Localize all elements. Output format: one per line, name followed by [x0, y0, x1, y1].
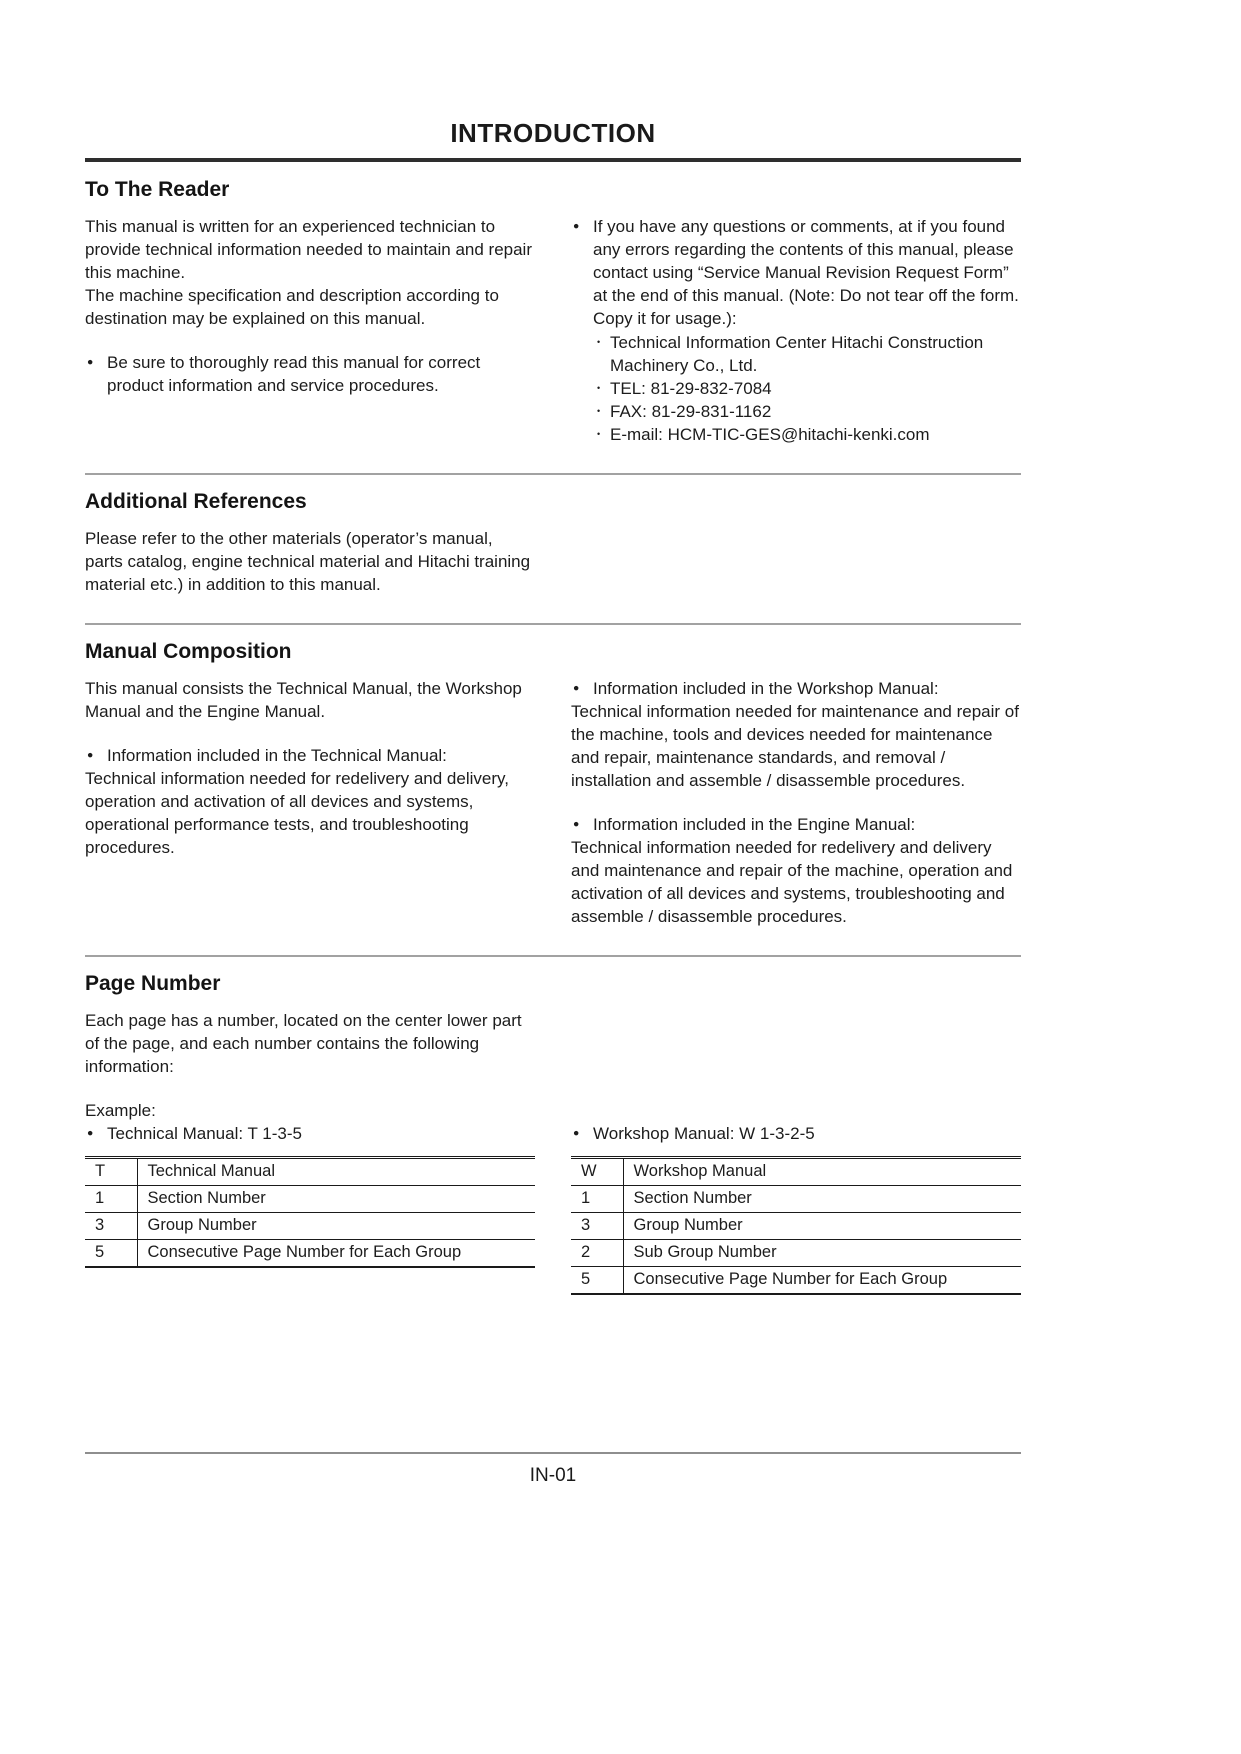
table-label-cell: Workshop Manual	[633, 1162, 767, 1180]
section-to-the-reader	[85, 178, 1021, 446]
table-row	[85, 1213, 535, 1240]
table-label-cell: Section Number	[623, 1186, 1021, 1213]
to-the-reader-columns	[85, 215, 1021, 446]
bullet-icon	[571, 813, 593, 836]
bullet-item	[85, 351, 535, 397]
footer-divider	[85, 1452, 1021, 1454]
table-row	[571, 1240, 1021, 1267]
to-the-reader-right-column	[571, 215, 1021, 446]
contact-item	[595, 400, 1021, 423]
paragraph: The machine specification and description according to destination may be explained on this manual.	[85, 286, 499, 328]
bullet-icon	[85, 351, 107, 397]
table-label-cell: Sub Group Number	[623, 1240, 1021, 1267]
bullet-icon	[571, 215, 593, 446]
contact-item	[595, 331, 1021, 377]
paragraph: Each page has a number, located on the center lower part of the page, and each number contains the following information:	[85, 1011, 522, 1076]
sub-bullet-icon	[595, 400, 610, 423]
table-code-cell: 5	[85, 1240, 137, 1268]
table-code-cell: 1	[85, 1186, 137, 1213]
table-row	[85, 1158, 535, 1186]
table-code-cell: 1	[571, 1186, 623, 1213]
contact-text: E-mail: HCM-TIC-GES@hitachi-kenki.com	[610, 425, 930, 444]
title-divider	[85, 158, 1021, 162]
contact-text: Technical Information Center Hitachi Construction Machinery Co., Ltd.	[610, 333, 984, 375]
contact-text: TEL: 81-29-832-7084	[610, 379, 772, 398]
bullet-item	[571, 215, 1021, 446]
table-code-cell: 3	[85, 1213, 137, 1240]
section-divider	[85, 955, 1021, 957]
section-divider	[85, 473, 1021, 475]
bullet-text: Technical Manual: T 1-3-5	[107, 1124, 302, 1143]
bullet-item	[571, 813, 1021, 836]
bullet-icon	[85, 744, 107, 767]
table-label-cell: Section Number	[137, 1186, 535, 1213]
section-additional-references	[85, 490, 1021, 596]
paragraph: Technical information needed for redelivery and delivery, operation and activation of all devices and systems, operational performance tests, and troubleshooting procedures.	[85, 769, 509, 857]
contact-item	[595, 423, 1021, 446]
table-row	[571, 1213, 1021, 1240]
paragraph: Please refer to the other materials (operator’s manual, parts catalog, engine technical material and Hitachi training material etc.) in addition to this manual.	[85, 529, 531, 594]
to-the-reader-left-column	[85, 215, 535, 397]
bullet-body	[593, 215, 1021, 446]
heading-to-the-reader: To The Reader	[85, 178, 230, 201]
bullet-text: Workshop Manual: W 1-3-2-5	[593, 1124, 815, 1143]
additional-references-left-column	[85, 527, 535, 596]
bullet-text: Information included in the Technical Manual:	[107, 746, 447, 765]
paragraph: This manual consists the Technical Manual, the Workshop Manual and the Engine Manual.	[85, 679, 522, 721]
paragraph: Technical information needed for redelivery and delivery and maintenance and repair of the machine, operation and activation of all devices and systems, troubleshooting and assemble / disassemble procedures.	[571, 838, 1013, 926]
heading-additional-references: Additional References	[85, 490, 307, 513]
table-code-cell: T	[85, 1158, 137, 1186]
sub-bullet-icon	[595, 377, 610, 400]
bullet-item	[571, 677, 1021, 700]
page-number-example-columns	[85, 1122, 1021, 1295]
heading-page-number: Page Number	[85, 972, 221, 995]
bullet-text: Be sure to thoroughly read this manual for correct product information and service procedures.	[107, 353, 481, 395]
technical-page-number-table	[85, 1156, 535, 1268]
table-row	[571, 1186, 1021, 1213]
section-manual-composition	[85, 640, 1021, 928]
table-code-cell: 2	[571, 1240, 623, 1267]
page-number-intro-columns	[85, 1009, 1021, 1078]
workshop-example-bullet	[571, 1122, 1021, 1145]
contact-text: FAX: 81-29-831-1162	[610, 402, 772, 421]
contact-list	[595, 331, 1021, 446]
technical-example-bullet	[85, 1122, 535, 1145]
manual-composition-left-column	[85, 677, 535, 859]
bullet-text: Information included in the Engine Manual:	[593, 815, 916, 834]
bullet-icon	[85, 1122, 107, 1145]
section-divider	[85, 623, 1021, 625]
workshop-example-column	[571, 1122, 1021, 1295]
paragraph: Technical information needed for maintenance and repair of the machine, tools and devices needed for maintenance and repair, maintenance standards, and removal / installation and assemble / disassemble procedures.	[571, 702, 1019, 790]
example-label: Example:	[85, 1101, 156, 1120]
page-content	[85, 118, 1021, 1295]
table-label-cell: Technical Manual	[147, 1162, 275, 1180]
paragraph: This manual is written for an experienced technician to provide technical information needed to maintain and repair this machine.	[85, 217, 532, 282]
table-row	[85, 1240, 535, 1268]
table-label-cell: Consecutive Page Number for Each Group	[137, 1240, 535, 1268]
page-footer	[85, 1452, 1021, 1487]
footer-page-number: IN-01	[529, 1465, 577, 1486]
table-label-cell: Group Number	[623, 1213, 1021, 1240]
manual-composition-columns	[85, 677, 1021, 928]
workshop-page-number-table	[571, 1156, 1021, 1295]
sub-bullet-icon	[595, 331, 610, 377]
table-row	[571, 1267, 1021, 1295]
sub-bullet-icon	[595, 423, 610, 446]
bullet-icon	[571, 1122, 593, 1145]
table-row	[571, 1158, 1021, 1186]
page-title: INTRODUCTION	[450, 118, 656, 148]
technical-example-column	[85, 1122, 535, 1268]
table-code-cell: W	[571, 1158, 623, 1186]
section-page-number	[85, 972, 1021, 1295]
manual-composition-right-column	[571, 677, 1021, 928]
bullet-icon	[571, 677, 593, 700]
spacer	[85, 1078, 1021, 1099]
heading-manual-composition: Manual Composition	[85, 640, 292, 663]
page-number-intro-left	[85, 1009, 535, 1078]
table-code-cell: 3	[571, 1213, 623, 1240]
table-row	[85, 1186, 535, 1213]
bullet-item	[85, 744, 535, 767]
contact-item	[595, 377, 1021, 400]
additional-references-columns	[85, 527, 1021, 596]
table-code-cell: 5	[571, 1267, 623, 1295]
table-label-cell: Consecutive Page Number for Each Group	[623, 1267, 1021, 1295]
bullet-text: If you have any questions or comments, at if you found any errors regarding the contents of this manual, please contact using “Service Manual Revision Request Form” at the end of this manual. (Note: Do not tear off the form. Copy it for usage.):	[593, 217, 1019, 328]
table-label-cell: Group Number	[137, 1213, 535, 1240]
bullet-text: Information included in the Workshop Manual:	[593, 679, 939, 698]
